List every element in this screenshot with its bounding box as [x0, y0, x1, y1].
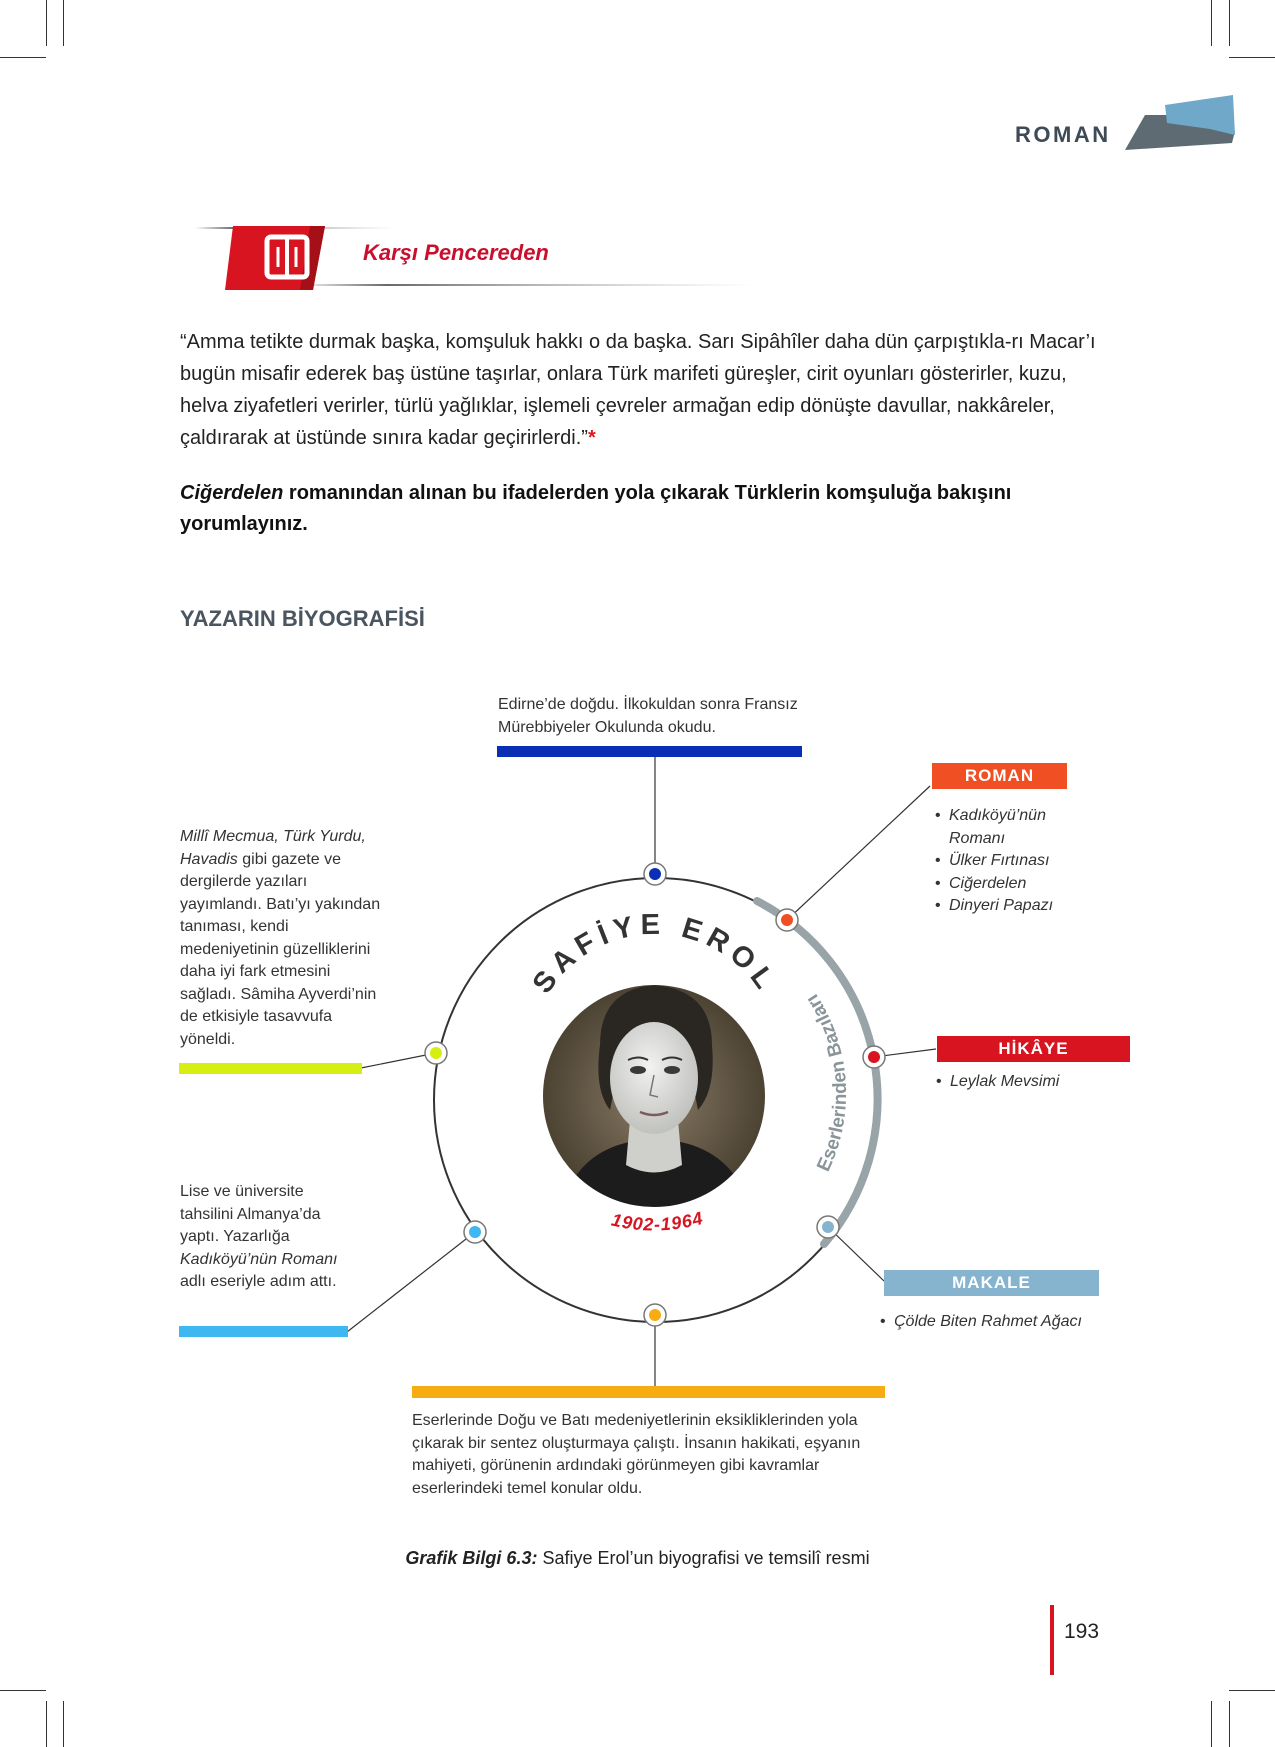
node-steel [817, 1216, 839, 1238]
note-magazines [180, 826, 390, 1051]
node-blue [644, 863, 666, 885]
chapter-label: ROMAN [1015, 122, 1111, 147]
list-item: • Çölde Biten Rahmet Ağacı [880, 1311, 1120, 1334]
first-novel-title: Kadıköyü’nün Romanı [180, 1250, 338, 1268]
node-orange [776, 909, 798, 931]
biography-title: YAZARIN BİYOGRAFİSİ [180, 606, 425, 631]
node-cyan [464, 1221, 486, 1243]
tag-roman: ROMAN [932, 763, 1067, 789]
hikaye-works-list [936, 1071, 1126, 1094]
connector-line [787, 786, 930, 920]
figure-caption [0, 1548, 1275, 1569]
tag-hikaye: HİKÂYE [937, 1036, 1130, 1062]
author-years: 1902-1964 [609, 1207, 706, 1235]
list-item: • Dinyeri Papazı [935, 895, 1095, 918]
magazine-names: Millî Mecmua, Türk Yurdu, Havadis [180, 828, 366, 868]
note-education-tail: adlı eseriyle adım attı. [180, 1273, 337, 1290]
footnote-asterisk: * [587, 427, 596, 449]
quote-text: “Amma tetikte durmak başka, komşuluk hakkı o da başka. Sarı Sipâhîler daha dün çarpıştıkla-rı Macar’ı bugün misafir ederek baş üstüne taşırlar, onlara Türk marifeti güreşler, cirit oyunları gösterirler, kuzu, helva ziyafetleri verirler, türlü yağlıklar, işlemeli çevreler armağan edip dönüşte davullar, nakkâreler, çaldırarak at üstünde sınıra kadar geçirirlerdi.” [180, 331, 1096, 449]
list-item: • Kadıköyü’nün Romanı [935, 805, 1095, 850]
list-item: • Leylak Mevsimi [936, 1071, 1126, 1094]
note-magazines-text: gibi gazete ve dergilerde yazıları yayımlandı. Batı’yı yakından tanıması, kendi medeniyetinin güzelliklerini daha iyi fark etmesini sağladı. Sâmiha Ayverdi’nin de etkisiyle tasavvufa yöneldi. [180, 850, 381, 1048]
caption-text: Safiye Erol’un biyografisi ve temsilî resmi [537, 1548, 870, 1568]
portrait-illustration [542, 984, 766, 1220]
list-item: • Ciğerdelen [935, 873, 1095, 896]
works-arc-label: Eserlerinden Bazıları [802, 990, 852, 1175]
page-number-rule [1050, 1605, 1054, 1675]
novel-title: Ciğerdelen [180, 482, 284, 504]
node-red [863, 1046, 885, 1068]
works-arc [757, 901, 878, 1244]
note-education [180, 1181, 355, 1294]
bar-blue [497, 746, 802, 757]
note-birth: Edirne’de doğdu. İlkokuldan sonra Fransız Mürebbiyeler Okulunda okudu. [498, 696, 798, 736]
bar-amber [412, 1386, 885, 1398]
note-education-text: Lise ve üniversite tahsilini Almanya’da yaptı. Yazarlığa [180, 1183, 321, 1245]
connector-line [347, 1232, 475, 1332]
note-themes: Eserlerinde Doğu ve Batı medeniyetlerinin eksikliklerinden yola çıkarak bir sentez oluşturmaya çalıştı. İnsanın hakikati, eşyanın mahiyeti, görünenin ardındaki görünmeyen gibi kavramlar eserlerindeki temel konular oldu. [412, 1412, 861, 1497]
author-name: SAFİYE EROL [526, 908, 784, 1000]
node-amber [644, 1304, 666, 1326]
bar-lime [179, 1063, 362, 1074]
question-text: romanından alınan bu ifadelerden yola çıkarak Türklerin komşuluğa bakışını yorumlayınız. [180, 482, 1012, 535]
tag-makale: MAKALE [884, 1270, 1099, 1296]
page-number: 193 [1064, 1620, 1100, 1643]
makale-works-list [880, 1311, 1120, 1334]
bar-cyan [179, 1326, 348, 1337]
list-item: • Ülker Fırtınası [935, 850, 1095, 873]
section-title: Karşı Pencereden [363, 240, 549, 265]
node-lime [425, 1042, 447, 1064]
roman-works-list [935, 805, 1095, 918]
caption-label: Grafik Bilgi 6.3: [405, 1548, 538, 1568]
